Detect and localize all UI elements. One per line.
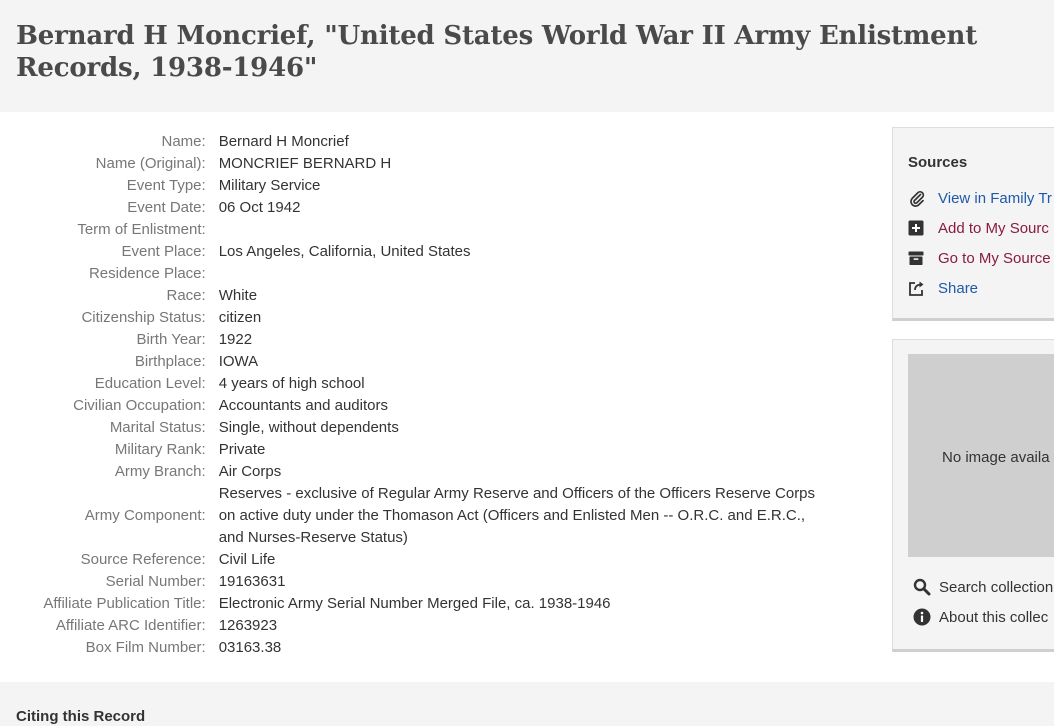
- field-value: 1263923: [218, 617, 278, 634]
- page-header: [0, 0, 1054, 112]
- search-icon: [913, 578, 931, 596]
- record-row-birthplace: [0, 351, 880, 373]
- field-value: Civil Life: [218, 551, 276, 568]
- add-to-my-sources-link[interactable]: [908, 217, 1049, 239]
- record-row-affiliate-arc-identifier: [0, 615, 880, 637]
- record-row-race: [0, 285, 880, 307]
- add-to-my-sources-label: Add to My Sourc: [938, 219, 1049, 237]
- info-icon: [913, 608, 931, 626]
- field-value: MONCRIEF BERNARD H: [218, 155, 392, 172]
- field-value: Air Corps: [218, 463, 282, 480]
- field-value: 1922: [218, 331, 253, 348]
- field-value: IOWA: [218, 353, 259, 370]
- archive-box-icon: [908, 248, 928, 268]
- share-link[interactable]: [908, 277, 978, 299]
- record-row-marital-status: [0, 417, 880, 439]
- field-value: 03163.38: [218, 639, 282, 656]
- record-row-education-level: [0, 373, 880, 395]
- field-label: Army Branch:: [114, 463, 206, 480]
- field-value: Bernard H Moncrief: [218, 133, 349, 150]
- record-row-box-film-number: [0, 637, 880, 659]
- search-collection-link[interactable]: [913, 576, 1053, 598]
- paperclip-icon: [908, 188, 928, 208]
- no-image-text: No image availa: [942, 449, 1050, 466]
- field-label: Affiliate ARC Identifier:: [55, 617, 206, 634]
- field-value: Electronic Army Serial Number Merged File, ca. 1938-1946: [218, 595, 611, 612]
- search-collection-label: Search collection: [939, 578, 1054, 596]
- about-collection-link[interactable]: [913, 606, 1048, 628]
- field-value: Reserves - exclusive of Regular Army Reserve and Officers of the Officers Reserve Corps on active duty under the Thomason Act (Officers and Enlisted Men -- O.R.C. and E.R.C., and Nurses-Reserve Status): [218, 485, 816, 546]
- field-label: Source Reference:: [80, 551, 206, 568]
- record-row-residence-place: [0, 263, 880, 285]
- record-row-army-branch: [0, 461, 880, 483]
- plus-square-icon: [908, 218, 928, 238]
- go-to-my-sources-link[interactable]: [908, 247, 1051, 269]
- record-row-event-type: [0, 175, 880, 197]
- field-label: Citizenship Status:: [81, 309, 206, 326]
- sources-panel: [892, 127, 1054, 321]
- field-value: 4 years of high school: [218, 375, 365, 392]
- record-row-birth-year: [0, 329, 880, 351]
- sources-heading: Sources: [908, 154, 968, 171]
- record-row-event-place: [0, 241, 880, 263]
- citing-section: [0, 682, 1054, 726]
- field-value: Single, without dependents: [218, 419, 399, 436]
- record-row-source-reference: [0, 549, 880, 571]
- share-label: Share: [938, 279, 979, 297]
- field-value: [219, 219, 880, 241]
- field-value: Private: [218, 441, 266, 458]
- field-value: citizen: [218, 309, 262, 326]
- field-label: Event Type:: [126, 177, 206, 194]
- field-label: Education Level:: [94, 375, 206, 392]
- record-row-military-rank: [0, 439, 880, 461]
- about-collection-label: About this collec: [939, 608, 1049, 626]
- share-icon: [908, 278, 928, 298]
- record-row-army-component: [0, 483, 880, 549]
- field-label: Race:: [166, 287, 206, 304]
- record-details-table: [0, 131, 880, 659]
- field-label: Army Component:: [84, 507, 206, 524]
- field-label: Birth Year:: [136, 331, 206, 348]
- field-label: Birthplace:: [134, 353, 206, 370]
- record-row-name: [0, 131, 880, 153]
- record-row-term-of-enlistment: [0, 219, 880, 241]
- field-label: Name (Original):: [95, 155, 206, 172]
- view-in-family-tree-link[interactable]: [908, 187, 1052, 209]
- go-to-my-sources-label: Go to My Source: [938, 249, 1051, 267]
- record-row-affiliate-publication-title: [0, 593, 880, 615]
- record-row-civilian-occupation: [0, 395, 880, 417]
- field-value: White: [218, 287, 258, 304]
- field-value: 06 Oct 1942: [218, 199, 301, 216]
- field-label: Name:: [161, 133, 206, 150]
- page-title: Bernard H Moncrief, "United States World War II Army Enlistment Records, 1938-1946": [16, 21, 978, 83]
- field-value: [219, 263, 880, 285]
- field-label: Event Date:: [127, 199, 206, 216]
- field-value: 19163631: [218, 573, 286, 590]
- record-row-citizenship-status: [0, 307, 880, 329]
- image-panel: [892, 339, 1054, 652]
- field-label: Residence Place:: [88, 265, 206, 282]
- field-value: Military Service: [218, 177, 321, 194]
- view-in-family-tree-label: View in Family Tr: [938, 189, 1052, 207]
- field-label: Box Film Number:: [85, 639, 206, 656]
- field-label: Event Place:: [121, 243, 206, 260]
- field-label: Term of Enlistment:: [77, 221, 206, 238]
- field-label: Military Rank:: [114, 441, 206, 458]
- field-label: Marital Status:: [109, 419, 206, 436]
- field-label: Serial Number:: [105, 573, 206, 590]
- field-label: Affiliate Publication Title:: [43, 595, 206, 612]
- record-row-serial-number: [0, 571, 880, 593]
- field-value: Accountants and auditors: [218, 397, 388, 414]
- no-image-placeholder: [908, 354, 1054, 557]
- field-value: Los Angeles, California, United States: [218, 243, 471, 260]
- field-label: Civilian Occupation:: [73, 397, 206, 414]
- citing-heading: Citing this Record: [16, 708, 146, 725]
- record-row-name-original: [0, 153, 880, 175]
- record-row-event-date: [0, 197, 880, 219]
